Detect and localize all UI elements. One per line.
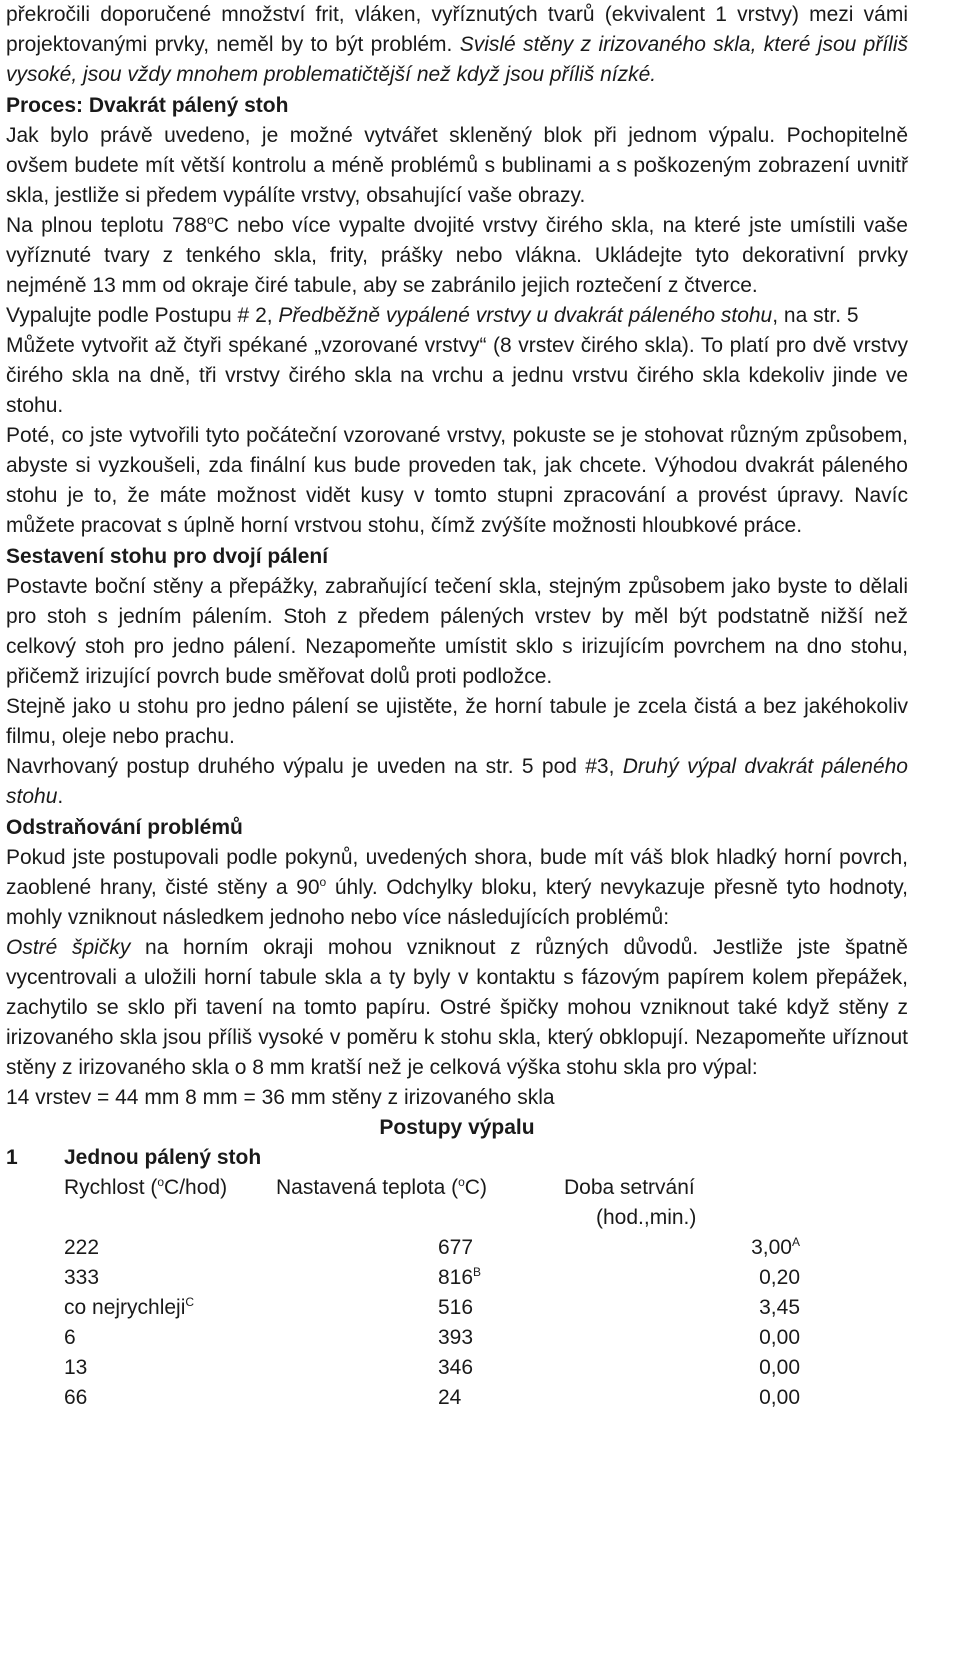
column-header-temp-a: Nastavená teplota (: [276, 1176, 459, 1199]
degree-mark: o: [319, 875, 327, 889]
paragraph-proces: Jak bylo právě uvedeno, je možné vytvářet skleněný blok při jednom výpalu. Pochopitelně ovšem budete mít větší kontrolu a méně problémů s bublinami a s poškozeným zobrazení uvnitř skla, jestliže si předem vypálíte vrstvy, obsahující vaše obrazy.: [6, 124, 908, 207]
paragraph-cista-tabule: Stejně jako u stohu pro jedno pálení se ujistěte, že horní tabule je zcela čistá a bez jakéhokoliv filmu, oleje nebo prachu.: [6, 695, 908, 748]
cell-hold-value: 3,45: [759, 1296, 800, 1319]
cell-temp: [438, 1233, 473, 1263]
cell-rate-value: 222: [64, 1236, 100, 1259]
table-row: [6, 1383, 908, 1413]
paragraph-postup2: [6, 301, 908, 331]
postup2-text-a: Vypalujte podle Postupu # 2,: [6, 304, 279, 327]
teplota-text-a: Na plnou teplotu 788: [6, 214, 208, 237]
cell-hold: [751, 1233, 800, 1263]
table-body: [6, 1233, 908, 1413]
firing-schedule-table: [6, 1143, 908, 1413]
cell-hold: [759, 1353, 800, 1383]
intro-text: překročili doporučené množství frit, vláken, vyříznutých tvarů (ekvivalent 1 vrstvy) mezi vámi projektovanými prvky, neměl by to být problém.: [6, 3, 908, 56]
cell-rate: [64, 1323, 76, 1353]
postup2-text-b: , na str. 5: [772, 304, 859, 327]
cell-rate-value: 66: [64, 1386, 88, 1409]
table-row: [6, 1323, 908, 1353]
degree-mark: o: [157, 1175, 165, 1189]
paragraph-teplota: [6, 211, 908, 301]
ostre-spicky-italic: Ostré špičky: [6, 936, 131, 959]
table-row: [6, 1263, 908, 1293]
document-page: [6, 0, 908, 1413]
table-row: [6, 1293, 908, 1323]
heading-odstranovani: Odstraňování problémů: [6, 816, 243, 839]
cell-temp: [438, 1383, 461, 1413]
cell-hold: [759, 1383, 800, 1413]
cell-hold: [759, 1293, 800, 1323]
cell-rate-value: 6: [64, 1326, 76, 1349]
cell-hold-value: 3,00: [751, 1236, 792, 1259]
intro-italic-text: Svislé stěny z irizovaného skla, které jsou příliš vysoké, jsou vždy mnohem problematičtější než když jsou příliš nízké.: [6, 33, 908, 86]
cell-rate-value: 13: [64, 1356, 88, 1379]
heading-proces: Proces: Dvakrát pálený stoh: [6, 94, 289, 117]
cell-temp-value: 393: [438, 1326, 474, 1349]
cell-temp: [438, 1353, 473, 1383]
table-header-row-2: [6, 1203, 908, 1233]
degree-mark: o: [458, 1175, 465, 1189]
cell-temp-value: 677: [438, 1236, 474, 1259]
paragraph-vzorovane: Můžete vytvořit až čtyři spékané „vzorované vrstvy“ (8 vrstev čirého skla). To platí pro dvě vrstvy čirého skla na dně, tři vrstvy čirého skla na vrchu a jednu vrstvu čirého skla kdekoliv jinde ve stohu.: [6, 334, 908, 417]
degree-mark: o: [207, 213, 214, 227]
odstranovani-text-a: Pokud jste postupovali podle pokynů, uvedených shora, bude mít váš blok hladký horní povrch, zaoblené hrany, čisté stěny a 90: [6, 846, 908, 899]
heading-sestaveni: Sestavení stohu pro dvojí pálení: [6, 545, 329, 568]
cell-temp: [438, 1263, 481, 1293]
table-row: [6, 1353, 908, 1383]
cell-temp-value: 516: [438, 1296, 474, 1319]
cell-rate-value: co nejrychleji: [64, 1296, 186, 1319]
footnote-mark: B: [473, 1265, 482, 1279]
column-header-hold-units: (hod.,min.): [596, 1206, 697, 1229]
cell-hold-value: 0,00: [759, 1356, 800, 1379]
cell-rate: [64, 1353, 87, 1383]
table-row: [6, 1233, 908, 1263]
cell-hold: [759, 1263, 800, 1293]
paragraph-odstranovani: [6, 843, 908, 933]
paragraph-druhy-vypal: [6, 752, 908, 812]
teplota-text-b: C nebo více vypalte dvojité vrstvy čirého skla, na které jste umístili vaše vyříznuté tvary z tenkého skla, frity, prášky nebo vlákna. Ukládejte tyto dekorativní prvky nejméně 13 mm od okraje čiré tabule, aby se zabránilo jejich roztečení z čtverce.: [6, 214, 908, 297]
druhy-vypal-text-b: .: [57, 785, 64, 808]
paragraph-sestaveni: Postavte boční stěny a přepážky, zabraňující tečení skla, stejným způsobem jako byste to dělali pro stoh s jedním pálením. Stoh z předem pálených vrstev by měl být podstatně nižší než celkový stoh pro jedno pálení. Nezapomeňte umístit sklo s irizujícím povrchem na dno stohu, přičemž irizující povrch bude směřovat dolů proti podložce.: [6, 575, 908, 688]
column-header-hold: Doba setrvání: [564, 1176, 695, 1199]
column-header-temp-b: C): [464, 1176, 487, 1199]
column-header-rate: [64, 1173, 227, 1203]
cell-hold-value: 0,20: [759, 1266, 800, 1289]
cell-temp-value: 816: [438, 1266, 474, 1289]
section-number: 1: [6, 1146, 18, 1169]
cell-temp-value: 24: [438, 1386, 462, 1409]
cell-rate: [64, 1293, 194, 1323]
cell-hold: [759, 1323, 800, 1353]
paragraph-stohovani: Poté, co jste vytvořili tyto počáteční vzorované vrstvy, pokuste se je stohovat různým způsobem, abyste si vyzkoušeli, zda finální kus bude proveden tak, jak chcete. Výhodou dvakrát páleného stohu je to, že máte možnost vidět kusy v tomto stupni zpracování a provést úpravy. Navíc můžete pracovat s úplně horní vrstvou stohu, čímž zvýšíte možnosti hloubkové práce.: [6, 424, 908, 537]
paragraph-ostre-spicky: [6, 933, 908, 1083]
cell-rate: [64, 1263, 99, 1293]
footnote-mark: C: [185, 1295, 195, 1309]
druhy-vypal-text-a: Navrhovaný postup druhého výpalu je uveden na str. 5 pod #3,: [6, 755, 623, 778]
column-header-temp: [276, 1173, 487, 1203]
postup2-italic-text: Předběžně vypálené vrstvy u dvakrát páleného stohu: [278, 304, 773, 327]
cell-hold-value: 0,00: [759, 1386, 800, 1409]
column-header-rate-b: C/hod): [164, 1176, 228, 1199]
cell-temp: [438, 1323, 473, 1353]
table-header-row: [6, 1173, 908, 1203]
paragraph-vypocet: 14 vrstev = 44 mm 8 mm = 36 mm stěny z irizovaného skla: [6, 1086, 555, 1109]
footnote-mark: A: [791, 1235, 800, 1249]
section-heading-row: [6, 1143, 908, 1173]
cell-hold-value: 0,00: [759, 1326, 800, 1349]
cell-temp: [438, 1293, 473, 1323]
paragraph-intro: [6, 0, 908, 90]
column-header-rate-a: Rychlost (: [64, 1176, 158, 1199]
odstranovani-text-b: úhly. Odchylky bloku, který nevykazuje přesně tyto hodnoty, mohly vzniknout následkem jednoho nebo více následujících problémů:: [6, 876, 908, 929]
section-title: Jednou pálený stoh: [64, 1146, 262, 1169]
cell-rate-value: 333: [64, 1266, 100, 1289]
ostre-spicky-text: na horním okraji mohou vzniknout z různých důvodů. Jestliže jste špatně vycentrovali a uložili horní tabule skla a ty byly v kontaktu s fázovým papírem kolem přepážek, zachytilo se sklo při tavení na tomto papíru. Ostré špičky mohou vzniknout také když stěny z irizovaného skla jsou příliš vysoké v poměru k stohu skla, který obklopují. Nezapomeňte uříznout stěny z irizovaného skla o 8 mm kratší než je celková výška stohu skla pro výpal:: [6, 936, 908, 1079]
cell-temp-value: 346: [438, 1356, 474, 1379]
cell-rate: [64, 1233, 99, 1263]
heading-postupy-vypalu: Postupy výpalu: [379, 1116, 535, 1139]
cell-rate: [64, 1383, 87, 1413]
druhy-vypal-italic-text: Druhý výpal dvakrát páleného stohu: [6, 755, 908, 808]
